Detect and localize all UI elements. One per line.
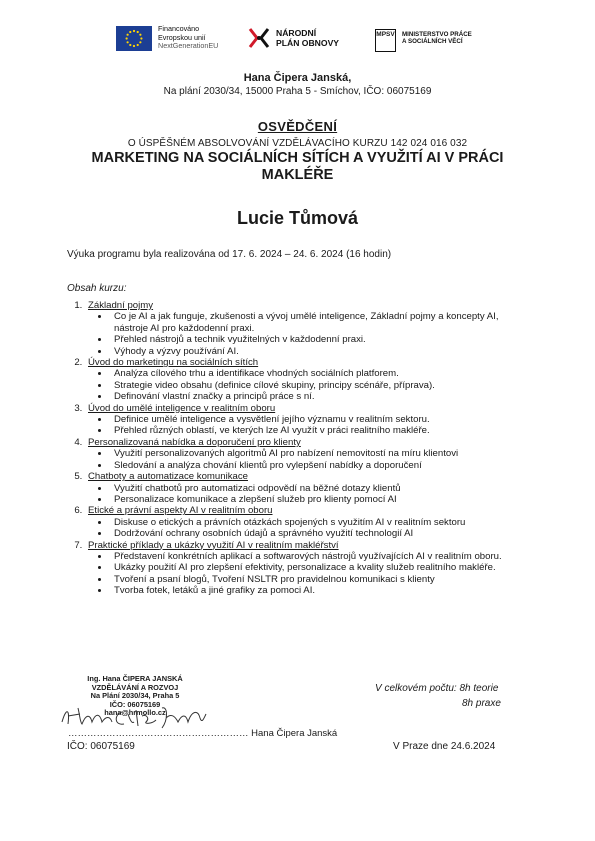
module-topic: • Diskuse o etických a právních otázkách spojených s využitím AI v realitním sektoru — [110, 517, 510, 528]
npo-logo-icon — [247, 26, 271, 50]
module-topic: • Co je AI a jak funguje, zkušenosti a vývoj umělé inteligence, Základní pojmy a koncepty AI, nástroje AI pro každodenní praxi. — [110, 311, 510, 334]
module-topic: • Výhody a výzvy používání AI. — [110, 346, 510, 357]
eu-funding-text: Financováno Evropskou unií NextGenerationEU — [158, 24, 219, 51]
issuer-address: Na plání 2030/34, 15000 Praha 5 - Smíchov, IČO: 06075169 — [163, 86, 432, 97]
module-item — [85, 505, 510, 539]
hours-total: V celkovém počtu: 8h teorie — [375, 683, 499, 694]
module-topic: • Tvoření a psaní blogů, Tvoření NSLTR pro pravidelnou komunikaci s klienty — [110, 574, 510, 585]
place-date: V Praze dne 24.6.2024 — [393, 741, 496, 752]
course-outline — [70, 300, 510, 597]
module-item — [85, 471, 510, 505]
module-topic: • Představení konkrétních aplikací a softwarových nástrojů využívajících AI v realitním oboru. — [110, 551, 510, 562]
signature-line: ………………………………………………… Hana Čipera Janská — [68, 728, 338, 739]
module-title: Základní pojmy — [88, 300, 154, 311]
module-topic: • Ukázky použití AI pro zlepšení efektivity, personalizace a kvality služeb realitního makléře. — [110, 562, 510, 573]
module-topic: • Strategie video obsahu (definice cílové skupiny, principy scénáře, příprava). — [110, 380, 510, 391]
module-topic: • Využití chatbotů pro automatizaci odpovědí na běžné dotazy klientů — [110, 483, 510, 494]
certificate-subheading: O ÚSPĚŠNÉM ABSOLVOVÁNÍ VZDĚLÁVACÍHO KURZU 142 024 016 032 — [127, 138, 468, 149]
course-title: MARKETING NA SOCIÁLNÍCH SÍTÍCH A VYUŽITÍ AI V PRÁCI MAKLÉŘE — [91, 150, 504, 183]
company-stamp: Ing. Hana ČIPERA JANSKÁ VZDĚLÁVÁNÍ A ROZVOJ Na Plání 2030/34, Praha 5 IČO: 06075169 hana@hrmollo.cz — [87, 674, 183, 718]
realization-period: Výuka programu byla realizována od 17. 6. 2024 – 24. 6. 2024 (16 hodin) — [67, 249, 392, 260]
module-topic: • Využití personalizovaných algoritmů AI pro nabízení nemovitostí na míru klientovi — [110, 448, 510, 459]
module-topics — [88, 483, 510, 506]
module-topic: • Definice umělé inteligence a vysvětlení jejího významu v realitním sektoru. — [110, 414, 510, 425]
module-item — [85, 540, 510, 597]
module-topics — [88, 551, 510, 597]
module-list — [70, 300, 510, 597]
module-title: Praktické příklady a ukázky využití AI v realitním makléřství — [88, 539, 339, 551]
module-item — [85, 403, 510, 437]
module-topics — [88, 414, 510, 437]
module-title: Personalizovaná nabídka a doporučení pro klienty — [88, 436, 301, 448]
contents-label: Obsah kurzu: — [67, 283, 127, 294]
footer-ico: IČO: 06075169 — [67, 741, 135, 752]
module-topic: • Definování vlastní značky a principů práce s ní. — [110, 391, 510, 402]
module-title: Etické a právní aspekty AI v realitním oboru — [88, 505, 273, 517]
module-topic: • Personalizace komunikace a zlepšení služeb pro klienty pomocí AI — [110, 494, 510, 505]
recipient-name: Lucie Tůmová — [236, 208, 359, 228]
module-title: Úvod do marketingu na sociálních sítích — [88, 357, 259, 369]
module-title: Chatboty a automatizace komunikace — [88, 471, 248, 483]
module-topic: • Dodržování ochrany osobních údajů a správného využití technologií AI — [110, 528, 510, 539]
module-title: Úvod do umělé inteligence v realitním oboru — [88, 402, 276, 414]
module-item — [85, 437, 510, 471]
module-topic: • Analýza cílového trhu a identifikace vhodných sociálních platforem. — [110, 368, 510, 379]
module-topics — [88, 311, 510, 357]
mpsv-text: MINISTERSTVO PRÁCE A SOCIÁLNÍCH VĚCÍ — [402, 31, 472, 46]
module-topics — [88, 517, 510, 540]
module-topics — [88, 368, 510, 402]
mpsv-logo-icon: MPSV — [375, 29, 396, 52]
module-topic: • Tvorba fotek, letáků a jiné grafiky za pomoci AI. — [110, 585, 510, 596]
module-topic: • Sledování a analýza chování klientů pro vylepšení nabídky a doporučení — [110, 460, 510, 471]
eu-flag-logo — [116, 26, 152, 51]
npo-text: NÁRODNÍ PLÁN OBNOVY — [276, 28, 340, 48]
hours-practice: 8h praxe — [462, 698, 501, 709]
module-topic: • Přehled nástrojů a technik využitelných v každodenní praxi. — [110, 334, 510, 345]
issuer-name: Hana Čipera Janská, — [243, 72, 352, 84]
module-topics — [88, 448, 510, 471]
module-item — [85, 357, 510, 403]
certificate-heading: OSVĚDČENÍ — [257, 119, 338, 134]
module-item — [85, 300, 510, 357]
module-topic: • Přehled různých oblastí, ve kterých lze AI využít v práci realitního makléře. — [110, 425, 510, 436]
